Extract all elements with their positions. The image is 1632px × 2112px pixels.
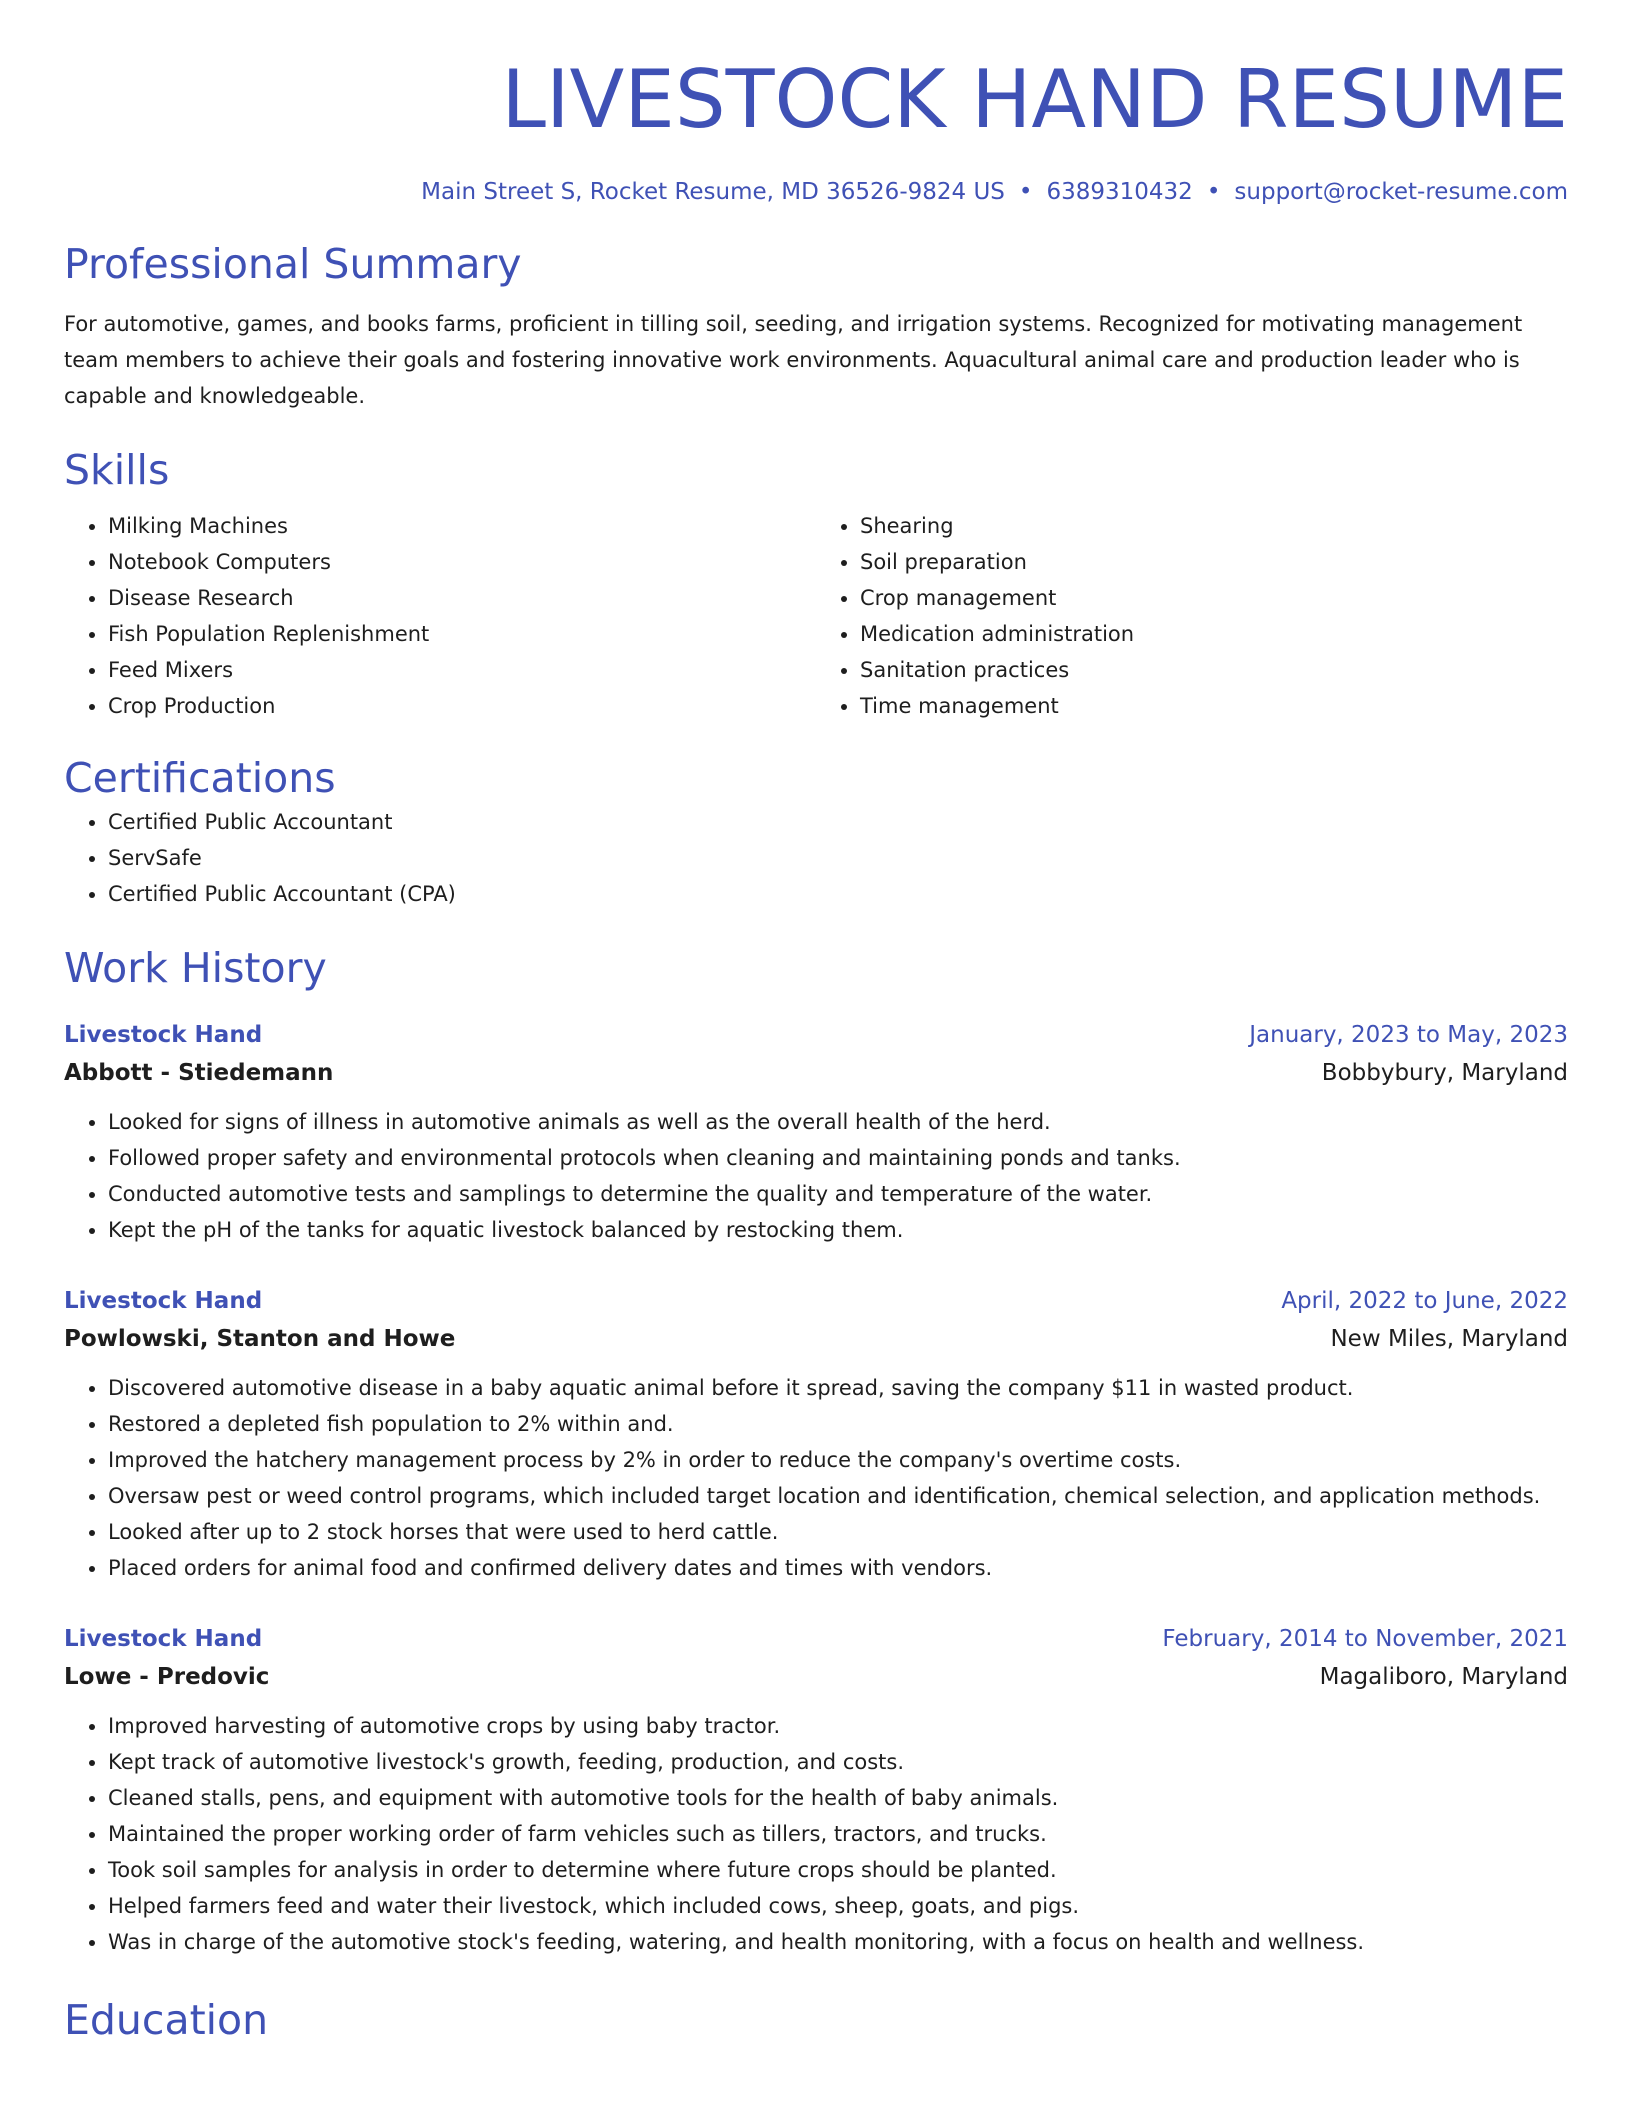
skills-list-left xyxy=(64,508,816,724)
skill-item: • Milking Machines xyxy=(108,508,816,544)
work-history-heading: Work History xyxy=(64,944,327,992)
certification-item: • ServSafe xyxy=(108,840,1568,876)
job-duty: • Followed proper safety and environmental protocols when cleaning and maintaining ponds and tanks. xyxy=(108,1140,1568,1176)
job-duty: • Conducted automotive tests and samplings to determine the quality and temperature of the water. xyxy=(108,1176,1568,1212)
skill-item: • Crop management xyxy=(860,580,1568,616)
skill-item: • Medication administration xyxy=(860,616,1568,652)
skills-heading: Skills xyxy=(64,446,170,494)
skills-list-right xyxy=(816,508,1568,724)
job-company-row xyxy=(64,1658,1568,1696)
job-duty: • Helped farmers feed and water their livestock, which included cows, sheep, goats, and pigs. xyxy=(108,1888,1568,1924)
job-duties-list xyxy=(64,1370,1568,1586)
job-location: Magaliboro, Maryland xyxy=(1319,1664,1568,1690)
skill-item: • Soil preparation xyxy=(860,544,1568,580)
certification-item: • Certified Public Accountant xyxy=(108,804,1568,840)
job-duty: • Discovered automotive disease in a baby aquatic animal before it spread, saving the company $11 in wasted product. xyxy=(108,1370,1568,1406)
job-duty: • Looked for signs of illness in automotive animals as well as the overall health of the herd. xyxy=(108,1104,1568,1140)
education-heading: Education xyxy=(64,1996,269,2044)
job-title: Livestock Hand xyxy=(64,1626,263,1652)
skill-item: • Feed Mixers xyxy=(108,652,816,688)
job-duties-list xyxy=(64,1708,1568,1960)
job-duty: • Looked after up to 2 stock horses that were used to herd cattle. xyxy=(108,1514,1568,1550)
job-duty: • Kept the pH of the tanks for aquatic livestock balanced by restocking them. xyxy=(108,1212,1568,1248)
certifications-heading: Certifications xyxy=(64,754,336,802)
job-dates: February, 2014 to November, 2021 xyxy=(1162,1626,1568,1652)
contact-email: support@rocket-resume.com xyxy=(1234,179,1568,205)
job-entry xyxy=(64,1282,1568,1586)
skill-item: • Disease Research xyxy=(108,580,816,616)
job-location: New Miles, Maryland xyxy=(1330,1326,1568,1352)
job-company-row xyxy=(64,1054,1568,1092)
job-duty: • Improved harvesting of automotive crops by using baby tractor. xyxy=(108,1708,1568,1744)
job-duty: • Cleaned stalls, pens, and equipment with automotive tools for the health of baby animals. xyxy=(108,1780,1568,1816)
job-title: Livestock Hand xyxy=(64,1288,263,1314)
job-duty: • Took soil samples for analysis in order to determine where future crops should be planted. xyxy=(108,1852,1568,1888)
job-duty: • Placed orders for animal food and confirmed delivery dates and times with vendors. xyxy=(108,1550,1568,1586)
job-duty: • Oversaw pest or weed control programs, which included target location and identification, chemical selection, and application methods. xyxy=(108,1478,1568,1514)
contact-address: Main Street S, Rocket Resume, MD 36526-9824 US xyxy=(421,179,1005,205)
job-duty: • Improved the hatchery management process by 2% in order to reduce the company's overtime costs. xyxy=(108,1442,1568,1478)
skill-item: • Crop Production xyxy=(108,688,816,724)
resume-title: LIVESTOCK HAND RESUME xyxy=(501,53,1568,146)
job-location: Bobbybury, Maryland xyxy=(1321,1060,1568,1086)
job-title: Livestock Hand xyxy=(64,1022,263,1048)
job-header-row xyxy=(64,1016,1568,1054)
job-entry xyxy=(64,1620,1568,1960)
job-company: Abbott - Stiedemann xyxy=(64,1060,334,1086)
job-duty: • Was in charge of the automotive stock's feeding, watering, and health monitoring, with a focus on health and wellness. xyxy=(108,1924,1568,1960)
certification-item: • Certified Public Accountant (CPA) xyxy=(108,876,1568,912)
contact-phone: 6389310432 xyxy=(1046,179,1193,205)
job-duty: • Maintained the proper working order of farm vehicles such as tillers, tractors, and trucks. xyxy=(108,1816,1568,1852)
skill-item: • Time management xyxy=(860,688,1568,724)
summary-text: For automotive, games, and books farms, proficient in tilling soil, seeding, and irrigation systems. Recognized for motivating management team members to achieve their goals and fostering innovative work environments. Aquacultural animal care and production leader who is capable and knowledgeable. xyxy=(64,312,1523,408)
certifications-list xyxy=(64,804,1568,912)
contact-line xyxy=(64,176,1568,208)
job-company-row xyxy=(64,1320,1568,1358)
summary-heading: Professional Summary xyxy=(64,240,522,288)
skill-item: • Fish Population Replenishment xyxy=(108,616,816,652)
skill-item: • Sanitation practices xyxy=(860,652,1568,688)
skill-item: • Notebook Computers xyxy=(108,544,816,580)
job-company: Powlowski, Stanton and Howe xyxy=(64,1326,456,1352)
job-entry xyxy=(64,1016,1568,1248)
job-duty: • Restored a depleted fish population to 2% within and. xyxy=(108,1406,1568,1442)
job-header-row xyxy=(64,1282,1568,1320)
contact-separator: • xyxy=(1206,179,1221,205)
skills-columns xyxy=(64,508,1568,724)
job-company: Lowe - Predovic xyxy=(64,1664,270,1690)
job-header-row xyxy=(64,1620,1568,1658)
resume-page xyxy=(64,0,1568,2046)
job-dates: April, 2022 to June, 2022 xyxy=(1281,1288,1568,1314)
job-duty: • Kept track of automotive livestock's growth, feeding, production, and costs. xyxy=(108,1744,1568,1780)
job-dates: January, 2023 to May, 2023 xyxy=(1249,1022,1568,1048)
job-duties-list xyxy=(64,1104,1568,1248)
skill-item: • Shearing xyxy=(860,508,1568,544)
contact-separator: • xyxy=(1018,179,1033,205)
